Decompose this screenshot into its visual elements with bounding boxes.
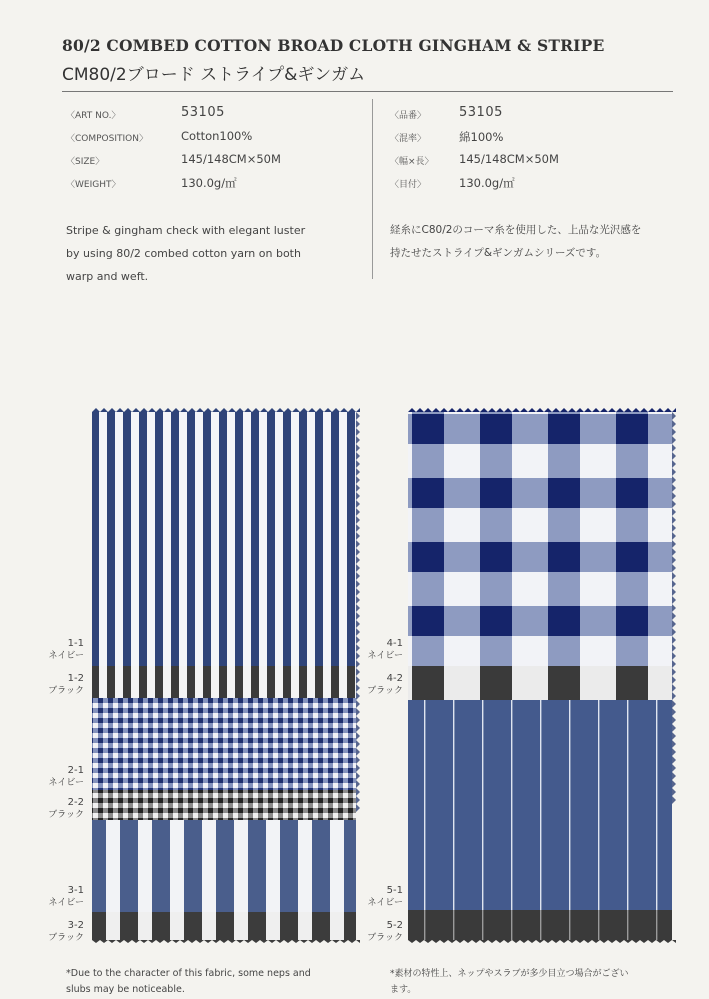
sample-code: 5-1 — [386, 885, 403, 896]
description-en-line: Stripe & gingham check with elegant luster — [66, 224, 306, 237]
sample-code: 3-1 — [67, 885, 84, 896]
spec-value-konritsu: 綿100% — [459, 130, 504, 144]
swatch-1-1-stripe-navy — [92, 412, 356, 666]
spec-value-size: 145/148CM×50M — [181, 152, 281, 166]
note-english — [66, 966, 366, 998]
sample-code: 3-2 — [67, 920, 84, 931]
swatch-4-1-gingham-navy — [408, 412, 672, 666]
pinked-edge-top — [408, 408, 676, 412]
sample-color: ブラック — [367, 686, 403, 696]
spec-label-weight: 〈WEIGHT〉 — [66, 180, 121, 190]
pinked-edge-bottom — [92, 940, 360, 943]
note-jp-line: ます。 — [390, 985, 417, 995]
header-rule — [62, 91, 673, 92]
description-jp-line: 持たせたストライプ&ギンガムシリーズです。 — [390, 247, 607, 259]
swatch-3-2-stripe-black — [92, 912, 356, 940]
spec-value-weight: 130.0g/㎡ — [181, 176, 237, 190]
spec-label-metsuke: 〈目付〉 — [390, 180, 427, 190]
sample-color: ネイビー — [48, 898, 84, 908]
title-english: 80/2 COMBED COTTON BROAD CLOTH GINGHAM & STRIPE — [62, 36, 605, 55]
spec-label-konritsu: 〈混率〉 — [390, 134, 427, 144]
column-divider — [372, 99, 373, 279]
sample-code: 1-2 — [67, 673, 84, 684]
pinked-edge-right — [672, 412, 676, 804]
sample-color: ネイビー — [48, 651, 84, 661]
sample-label-3-1 — [49, 885, 84, 909]
description-en-line: warp and weft. — [66, 270, 149, 283]
sample-color: ブラック — [48, 810, 84, 820]
sample-label-1-1 — [49, 638, 84, 662]
swatch-4-2-gingham-black — [408, 666, 672, 700]
swatch-5-2-pinstripe-black — [408, 910, 672, 940]
sample-color: ブラック — [48, 933, 84, 943]
description-en-line: by using 80/2 combed cotton yarn on both — [66, 247, 301, 260]
swatch-2-1-gingham-navy — [92, 698, 356, 790]
swatch-2-2-gingham-black — [92, 790, 356, 820]
spec-value-metsuke: 130.0g/㎡ — [459, 176, 515, 190]
note-jp-line: *素材の特性上、ネップやスラブが多少目立つ場合がござい — [390, 969, 629, 979]
sample-color: ブラック — [367, 933, 403, 943]
sample-label-4-2 — [367, 673, 403, 697]
sample-color: ネイビー — [367, 898, 403, 908]
spec-value-haba: 145/148CM×50M — [459, 152, 559, 166]
sample-code: 4-2 — [386, 673, 403, 684]
spec-value-art-no: 53105 — [181, 105, 225, 120]
swatch-1-2-stripe-black — [92, 666, 356, 698]
sample-label-2-1 — [49, 765, 84, 789]
sample-code: 5-2 — [386, 920, 403, 931]
description-english — [66, 219, 356, 288]
pinked-edge-right — [356, 412, 360, 812]
swatch-column-left — [88, 408, 360, 943]
sample-label-4-1 — [368, 638, 403, 662]
sample-code: 2-1 — [67, 765, 84, 776]
pinked-edge-top — [92, 408, 360, 412]
swatch-3-1-stripe-denim — [92, 820, 356, 912]
title-japanese: CM80/2ブロード ストライプ&ギンガム — [62, 65, 366, 85]
sample-color: ネイビー — [367, 651, 403, 661]
sample-label-3-2 — [48, 920, 84, 944]
sample-color: ネイビー — [48, 778, 84, 788]
sample-code: 1-1 — [67, 638, 84, 649]
note-japanese — [390, 966, 690, 998]
sample-color: ブラック — [48, 686, 84, 696]
pinked-edge-bottom — [408, 940, 676, 943]
swatch-5-1-pinstripe-navy — [408, 700, 672, 910]
sample-code: 2-2 — [67, 797, 84, 808]
spec-label-size: 〈SIZE〉 — [66, 157, 105, 167]
description-jp-line: 経糸にC80/2のコーマ糸を使用した、上品な光沢感を — [390, 224, 642, 236]
sample-label-2-2 — [48, 797, 84, 821]
note-en-line: slubs may be noticeable. — [66, 984, 185, 995]
sample-code: 4-1 — [386, 638, 403, 649]
spec-label-art-no: 〈ART NO.〉 — [66, 111, 121, 121]
sample-label-1-2 — [48, 673, 84, 697]
sample-label-5-2 — [367, 920, 403, 944]
note-en-line: *Due to the character of this fabric, some neps and — [66, 968, 311, 979]
spec-value-hinban: 53105 — [459, 105, 503, 120]
sample-label-5-1 — [368, 885, 403, 909]
swatch-column-right — [404, 408, 676, 943]
spec-value-composition: Cotton100% — [181, 129, 253, 143]
description-japanese — [390, 219, 690, 265]
spec-label-haba: 〈幅×長〉 — [390, 157, 434, 167]
spec-label-composition: 〈COMPOSITION〉 — [66, 134, 148, 144]
spec-label-hinban: 〈品番〉 — [390, 111, 427, 121]
